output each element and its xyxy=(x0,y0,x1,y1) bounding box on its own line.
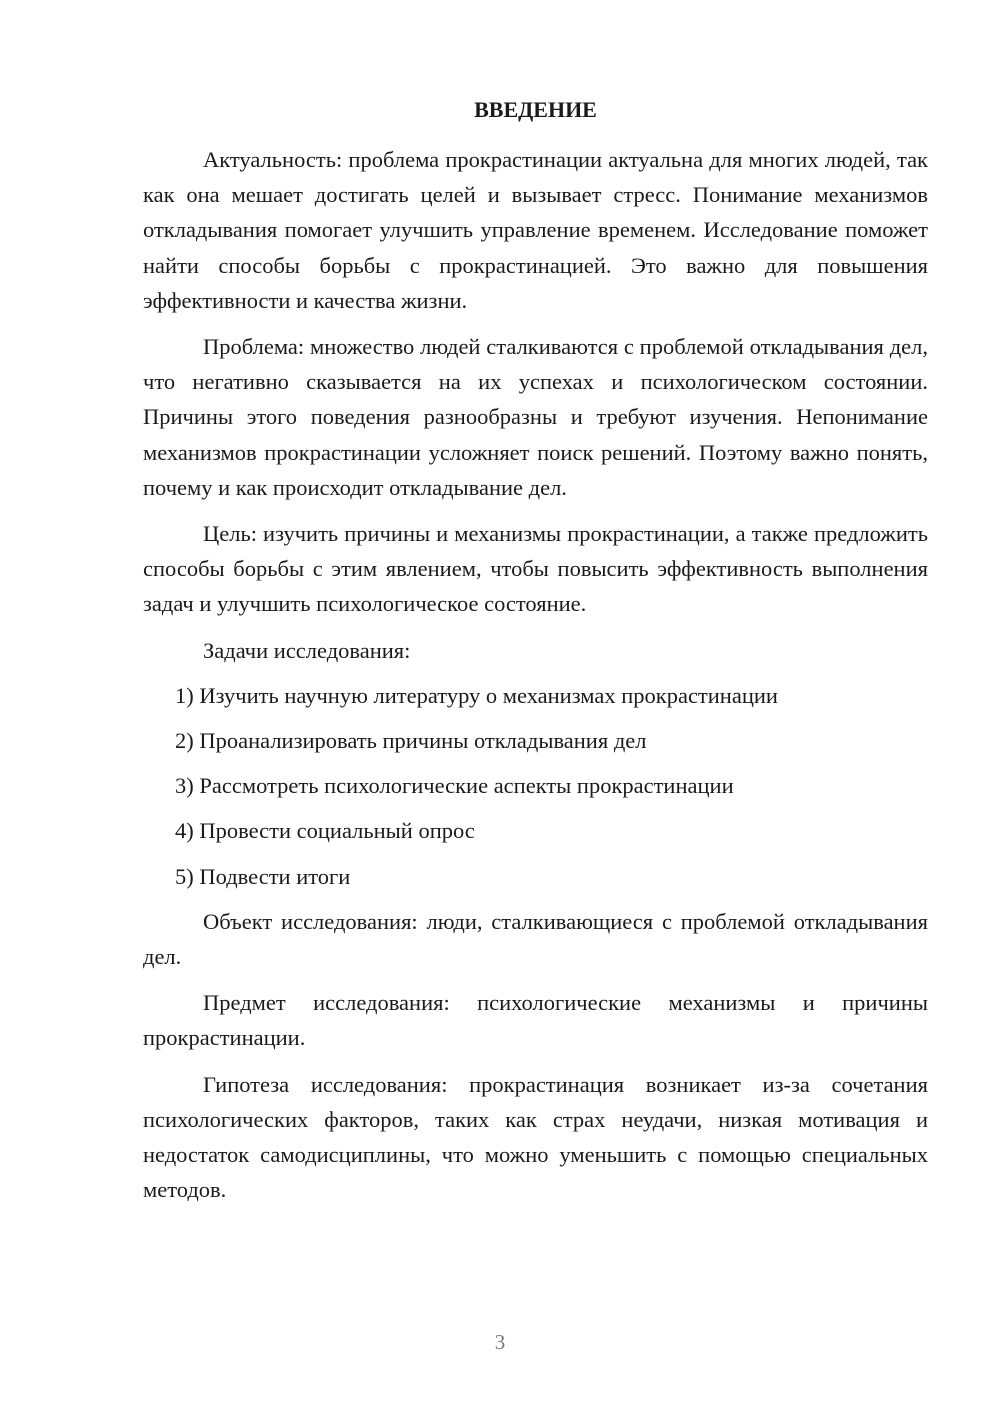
relevance-paragraph: Актуальность: проблема прокрастинации актуальна для многих людей, так как она мешает достигать целей и вызывает стресс. Понимание механизмов откладывания помогает улучшить управление временем. Исследование поможет найти способы борьбы с прокрастинацией. Это важно для повышения эффективности и качества жизни. xyxy=(143,147,928,313)
page-number: 3 xyxy=(494,1330,506,1354)
object-paragraph: Объект исследования: люди, сталкивающиеся с проблемой откладывания дел. xyxy=(143,908,928,970)
list-item: 1) Изучить научную литературу о механизмах прокрастинации xyxy=(175,682,778,708)
subject-paragraph: Предмет исследования: психологические механизмы и причины прокрастинации. xyxy=(143,990,928,1051)
goal-paragraph: Цель: изучить причины и механизмы прокрастинации, а также предложить способы борьбы с этим явлением, чтобы повысить эффективность выполнения задач и улучшить психологическое состояние. xyxy=(143,521,928,617)
tasks-heading: Задачи исследования: xyxy=(203,637,411,663)
list-item: 5) Подвести итоги xyxy=(175,863,351,889)
list-item: 3) Рассмотреть психологические аспекты прокрастинации xyxy=(175,773,734,799)
tasks-list xyxy=(143,678,928,894)
problem-paragraph: Проблема: множество людей сталкиваются с проблемой откладывания дел, что негативно сказывается на их успехах и психологическом состоянии. Причины этого поведения разнообразны и требуют изучения. Непонимание механизмов прокрастинации усложняет поиск решений. Поэтому важно понять, почему и как происходит откладывание дел. xyxy=(143,334,928,500)
document-page xyxy=(143,92,928,1218)
section-title: ВВЕДЕНИЕ xyxy=(474,97,597,122)
list-item: 4) Провести социальный опрос xyxy=(175,818,475,844)
hypothesis-paragraph: Гипотеза исследования: прокрастинация возникает из-за сочетания психологических факторов, таких как страх неудачи, низкая мотивация и недостаток самодисциплины, что можно уменьшить с помощью специальных методов. xyxy=(143,1071,928,1203)
list-item: 2) Проанализировать причины откладывания дел xyxy=(175,728,647,754)
